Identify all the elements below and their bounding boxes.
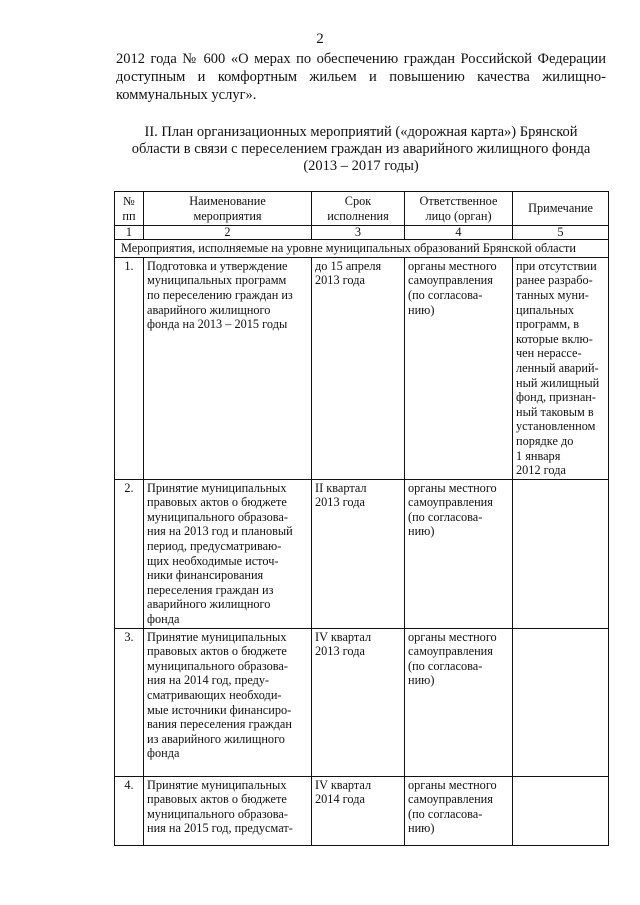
activity-name: Принятие муниципальных правовых актов о бюджете муниципального образова- ния на 2015 год, предусмат- [144,776,312,845]
section-row [115,240,609,258]
table-row [115,257,609,479]
header-note: Примечание [513,192,609,226]
activity-note [513,628,609,776]
row-number: 3. [115,628,144,776]
intro-text: 2012 года № 600 «О мерах по обеспечению граждан Российской Федерации доступным и комфортным жильем и повышению качества жилищно-коммунальных услуг». [116,51,606,103]
table-row [115,628,609,776]
activity-name: Принятие муниципальных правовых актов о бюджете муниципального образова- ния на 2014 год, преду- сматривающих необходи- мые источники финансиро- вания переселения граждан из аварийного жилищного фонда [144,628,312,776]
activity-term: II квартал 2013 года [312,479,405,628]
column-number: 5 [513,226,609,240]
row-number: 4. [115,776,144,845]
page-number: 2 [316,31,324,47]
column-number: 4 [405,226,513,240]
activity-responsible: органы местного самоуправления (по согласова- нию) [405,628,513,776]
intro-paragraph [116,50,606,104]
column-number: 1 [115,226,144,240]
header-responsible: Ответственное лицо (орган) [405,192,513,226]
row-number: 2. [115,479,144,628]
section-heading [116,124,606,175]
column-number: 3 [312,226,405,240]
header-activity-name: Наименование мероприятия [144,192,312,226]
heading-line-3: (2013 – 2017 годы) [303,158,419,174]
column-number: 2 [144,226,312,240]
table-row [115,776,609,845]
heading-line-2: области в связи с переселением граждан из аварийного жилищного фонда [131,141,591,157]
activity-responsible: органы местного самоуправления (по согласова- нию) [405,479,513,628]
activity-name: Подготовка и утверждение муниципальных программ по переселению граждан из аварийного жилищного фонда на 2013 – 2015 годы [144,257,312,479]
section-title: Мероприятия, исполняемые на уровне муниципальных образований Брянской области [115,240,609,258]
header-number: № пп [115,192,144,226]
table-header-row [115,192,609,226]
activity-responsible: органы местного самоуправления (по согласова- нию) [405,776,513,845]
roadmap-table [114,191,609,846]
activity-responsible: органы местного самоуправления (по согласова- нию) [405,257,513,479]
column-number-row [115,226,609,240]
activity-note [513,776,609,845]
table-row [115,479,609,628]
header-term: Срок исполнения [312,192,405,226]
activity-note [513,479,609,628]
heading-line-1: II. План организационных мероприятий («дорожная карта») Брянской [144,124,578,140]
activity-note: при отсутствии ранее разрабо- танных муни- ципальных программ, в которые вклю- чен нерассе- ленный аварий- ный жилищный фонд, признан- ный таковым в установленном порядке до 1 января 2012 года [513,257,609,479]
activity-term: IV квартал 2014 года [312,776,405,845]
activity-name: Принятие муниципальных правовых актов о бюджете муниципального образова- ния на 2013 год и плановый период, предусматриваю- щих необходимые источ- ники финансирования переселения граждан из аварийного жилищного фонда [144,479,312,628]
activity-term: IV квартал 2013 года [312,628,405,776]
row-number: 1. [115,257,144,479]
activity-term: до 15 апреля 2013 года [312,257,405,479]
